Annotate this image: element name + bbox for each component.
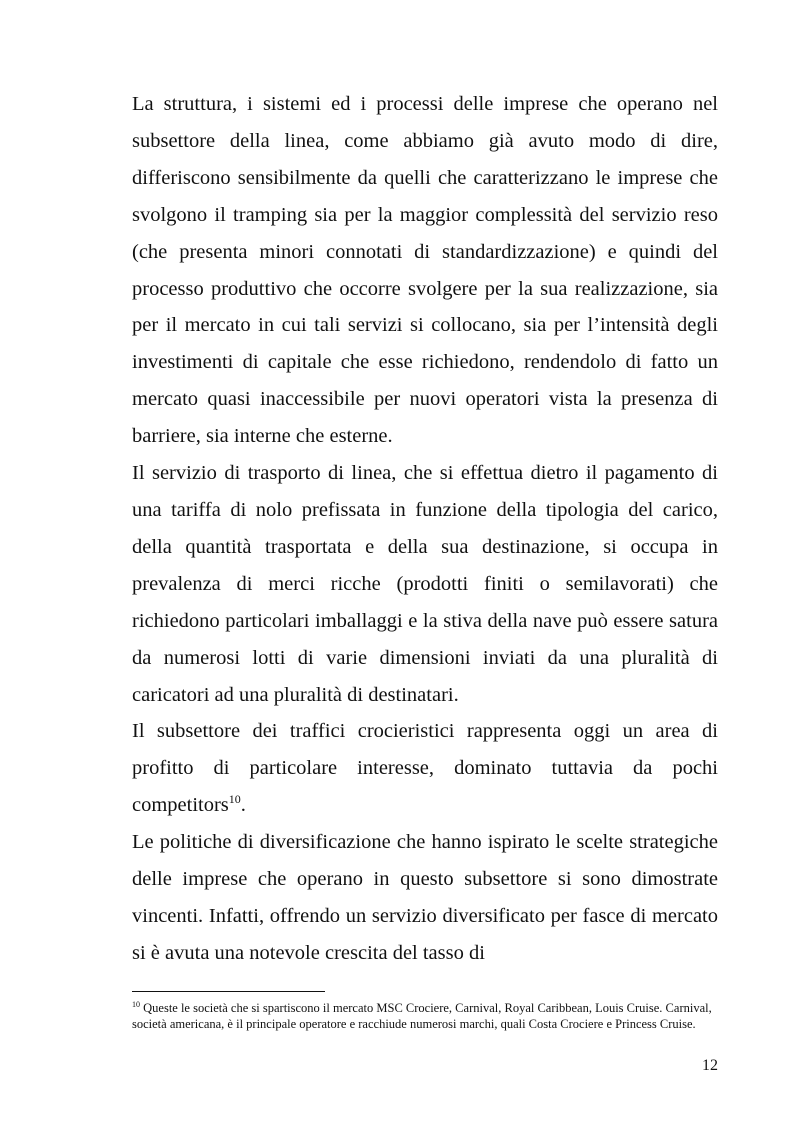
footnote-separator [132, 991, 325, 992]
paragraph-cruise-text: Il subsettore dei traffici crocieristici rappresenta oggi un area di profitto di particolare interesse, dominato tuttavia da pochi competitors [132, 720, 718, 817]
page-number: 12 [702, 1057, 718, 1074]
footnote-number: 10 [132, 999, 140, 1009]
footnote-reference: 10 [228, 792, 241, 807]
paragraph-cruise-period: . [240, 794, 246, 817]
paragraph-liner-structure: La struttura, i sistemi ed i processi delle imprese che operano nel subsettore della linea, come abbiamo già avuto modo di dire, differiscono sensibilmente da quelli che caratterizzano le imprese che svolgono il tramping sia per la maggior complessità del servizio reso (che presenta minori connotati di standardizzazione) e quindi del processo produttivo che occorre svolgere per la sua realizzazione, sia per il mercato in cui tali servizi si collocano, sia per l’intensità degli investimenti di capitale che esse richiedono, rendendolo di fatto un mercato quasi inaccessibile per nuovi operatori vista la presenza di barriere, sia interne che esterne. [132, 93, 718, 448]
paragraph-diversification: Le politiche di diversificazione che hanno ispirato le scelte strategiche delle imprese che operano in questo subsettore si sono dimostrate vincenti. Infatti, offrendo un servizio diversificato per fasce di mercato si è avuta una notevole crescita del tasso di [132, 831, 718, 964]
paragraph-cruise-subsector [132, 713, 718, 824]
paragraph-liner-service: Il servizio di trasporto di linea, che si effettua dietro il pagamento di una tariffa di nolo prefissata in funzione della tipologia del carico, della quantità trasportata e della sua destinazione, si occupa in prevalenza di merci ricche (prodotti finiti o semilavorati) che richiedono particolari imballaggi e la stiva della nave può essere satura da numerosi lotti di varie dimensioni inviati da una pluralità di caricatori ad una pluralità di destinatari. [132, 462, 718, 706]
footnote [132, 1000, 722, 1033]
footnote-text: Queste le società che si spartiscono il mercato MSC Crociere, Carnival, Royal Caribbean, Louis Cruise. Carnival, società americana, è il principale operatore e racchiude numerosi marchi, quali Costa Crociere e Princess Cruise. [132, 1001, 712, 1032]
body-text [132, 86, 718, 972]
